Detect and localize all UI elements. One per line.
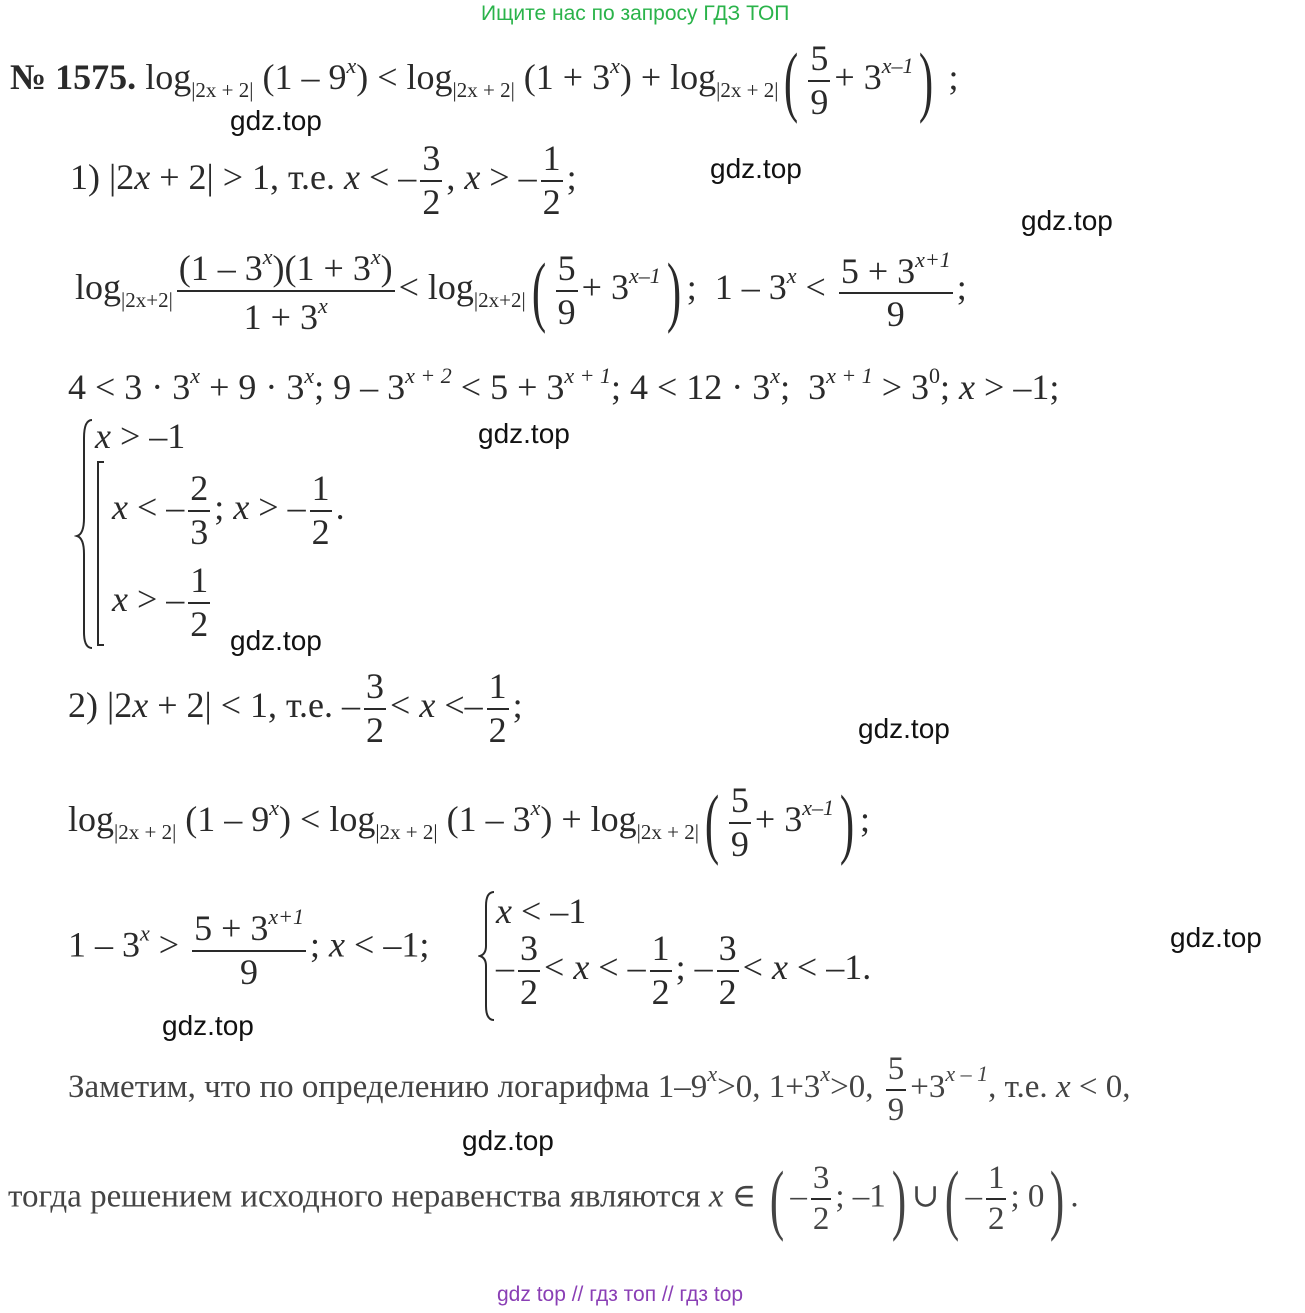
watermark: gdz.top [230,105,322,136]
system2-line2: – $\frac{3}{2}$ < x < – $\frac{1}{2}$ ; – $\frac{3}{2}$ < x < –1. [496,928,872,1012]
problem-statement: № 1575. $\log_{|2x + 2|} (1 - 9^x) < \log_{|2x + 2|} (1 + 3^x) + \log_{|2x + 2|}$( $\frac{5}{9}$ + $3^{x-1}$) ; [10,36,959,124]
top-banner: Ищите нас по запросу ГДЗ ТОП [481,2,790,25]
conclusion-line: тогда решением исходного неравенства являются x ∈ ( – $\frac{3}{2}$ ; –1) ∪( – $\frac{1}{2}$ ; 0) . [8,1155,1079,1242]
case1-step2: $4 < 3 \cdot 3^x + 9 \cdot 3^x$; $9 - 3^{x + 2} < 5 + 3^{x + 1}$; $4 < 12 \cdot 3^x$; $3^{x + 1} > 3^0$; x > –1; [68,363,1060,407]
watermark: gdz.top [710,153,802,184]
note-text: Заметим, что по определению логарифма 1–9 [68,1069,708,1106]
system1-line3: x > – $\frac{1}{2}$ [112,560,209,644]
watermark: gdz.top [462,1125,554,1156]
system2-line1: x < –1 [496,891,587,931]
watermark: gdz.top [478,418,570,449]
watermark: gdz.top [162,1010,254,1041]
system1-line2: x < – $\frac{2}{3}$ ; x > – $\frac{1}{2}$ . [112,468,345,552]
case2-step2: $1 - 3^x$ > $\frac{5 + 3^{x+1}}{9}$ ; x < –1; [68,904,430,992]
case2-step1: $\log_{|2x + 2|} (1 - 9^x) < \log_{|2x + 2|} (1 - 3^x) + \log_{|2x + 2|}$( $\frac{5}{9}$ + $3^{x-1}$) ; [68,778,870,866]
watermark: gdz.top [1021,205,1113,236]
system1-line1: x > –1 [95,416,186,456]
conclusion-text: тогда решением исходного неравенства являются [8,1178,701,1215]
watermark: gdz.top [230,625,322,656]
case2-condition: 2) |2x + 2| < 1, т.е. – $\frac{3}{2}$ < x <– $\frac{1}{2}$ ; [68,666,523,750]
case1-condition: 1) |2x + 2| > 1, т.е. x < – $\frac{3}{2}$ , x > – $\frac{1}{2}$ ; [70,138,577,222]
case1-step1: $\log_{|2x+2|}$ $\frac{(1 - 3^x)(1 + 3^x)}{1 + 3^x}$ < $\log_{|2x+2|}$( $\frac{5}{9}$ + $3^{x-1}$) ; $1 - 3^x$ < $\frac{5 + 3^{x+1}}{9}$ ; [75,244,967,337]
problem-number: № 1575. [10,57,137,98]
note-line: Заметим, что по определению логарифма $1-9^x>0$, $1+3^x>0$, $\frac{5}{9}$ $+3^{x - 1}$, т.е. x < 0, [68,1051,1131,1128]
bottom-banner: gdz top // гдз топ // гдз top [497,1283,744,1306]
system2-brace [478,890,498,1022]
watermark: gdz.top [858,713,950,744]
watermark: gdz.top [1170,922,1262,953]
